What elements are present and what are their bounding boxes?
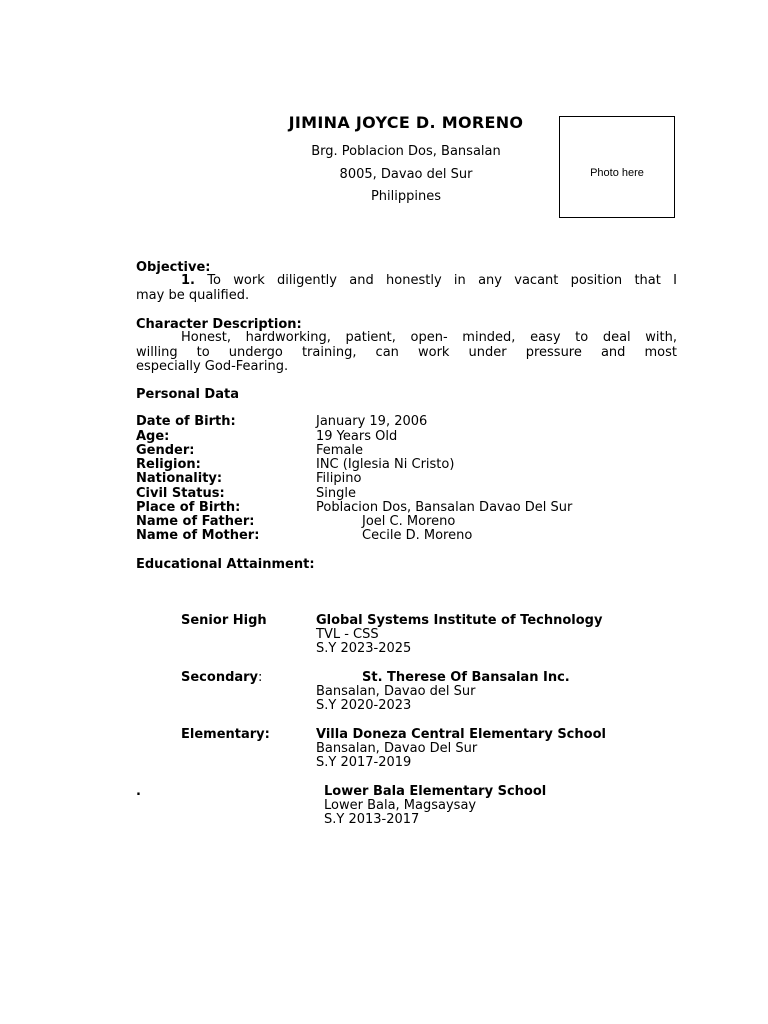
personal-row xyxy=(0,415,768,429)
personal-label: Age: xyxy=(136,428,170,444)
education-heading: Educational Attainment: xyxy=(136,557,315,572)
address-line-2: 8005, Davao del Sur xyxy=(339,167,473,182)
personal-row xyxy=(0,458,768,472)
personal-value: Poblacion Dos, Bansalan Davao Del Sur xyxy=(316,499,573,515)
personal-label: Nationality: xyxy=(136,471,223,486)
objective-line-1: To work diligently and honestly in any vacant position that I xyxy=(207,273,677,288)
personal-value: Cecile D. Moreno xyxy=(362,528,473,543)
character-text xyxy=(136,331,677,375)
character-line-3: especially God-Fearing. xyxy=(136,359,289,374)
photo-box xyxy=(559,116,675,218)
senior-high-years: S.Y 2023-2025 xyxy=(316,641,412,656)
secondary-label: Secondary xyxy=(181,670,259,685)
address-line-3: Philippines xyxy=(370,189,442,204)
other-elementary-detail: Lower Bala, Magsaysay xyxy=(324,798,477,813)
bullet-marker: . xyxy=(136,784,141,799)
personal-value: INC (Iglesia Ni Cristo) xyxy=(316,457,455,472)
personal-value: January 19, 2006 xyxy=(316,414,428,429)
personal-row xyxy=(0,472,768,486)
character-line-2: willing to undergo training, can work under pressure and most xyxy=(136,344,677,360)
objective-text xyxy=(136,274,677,303)
elementary-label: Elementary: xyxy=(181,727,270,742)
personal-value: Filipino xyxy=(316,471,362,486)
secondary-detail: Bansalan, Davao del Sur xyxy=(316,684,476,699)
personal-row xyxy=(0,430,768,444)
address-line-1: Brg. Poblacion Dos, Bansalan xyxy=(311,144,501,159)
personal-row xyxy=(0,529,768,543)
applicant-name: JIMINA JOYCE D. MORENO xyxy=(288,113,524,132)
personal-row xyxy=(0,444,768,458)
personal-label: Date of Birth: xyxy=(136,414,236,429)
secondary-years: S.Y 2020-2023 xyxy=(316,698,412,713)
elementary-years: S.Y 2017-2019 xyxy=(316,755,412,770)
personal-label: Gender: xyxy=(136,442,195,458)
personal-label: Place of Birth: xyxy=(136,499,241,515)
personal-row xyxy=(0,501,768,515)
senior-high-detail: TVL - CSS xyxy=(316,627,379,642)
secondary-label-wrap xyxy=(181,671,262,685)
photo-placeholder-label: Photo here xyxy=(590,167,644,179)
personal-data-heading: Personal Data xyxy=(136,387,239,402)
other-elementary-school: Lower Bala Elementary School xyxy=(324,784,547,799)
secondary-colon: : xyxy=(258,670,263,685)
elementary-detail: Bansalan, Davao Del Sur xyxy=(316,741,478,756)
personal-label: Civil Status: xyxy=(136,485,225,501)
personal-value: Female xyxy=(316,442,364,458)
personal-label: Religion: xyxy=(136,457,201,472)
personal-value: Joel C. Moreno xyxy=(362,514,456,529)
other-elementary-years: S.Y 2013-2017 xyxy=(324,812,420,827)
personal-label: Name of Father: xyxy=(136,514,255,529)
character-line-1: Honest, hardworking, patient, open- minded, easy to deal with, xyxy=(181,330,677,345)
personal-row xyxy=(0,487,768,501)
character-heading: Character Description: xyxy=(136,317,302,332)
objective-heading: Objective: xyxy=(136,260,211,275)
personal-value: Single xyxy=(316,485,356,501)
senior-high-label: Senior High xyxy=(181,613,267,628)
objective-number: 1. xyxy=(181,273,195,288)
objective-line-2: may be qualified. xyxy=(136,287,250,303)
personal-value: 19 Years Old xyxy=(316,428,398,444)
elementary-school: Villa Doneza Central Elementary School xyxy=(316,727,606,742)
secondary-school: St. Therese Of Bansalan Inc. xyxy=(362,670,570,685)
personal-label: Name of Mother: xyxy=(136,528,260,543)
senior-high-school: Global Systems Institute of Technology xyxy=(316,613,603,628)
